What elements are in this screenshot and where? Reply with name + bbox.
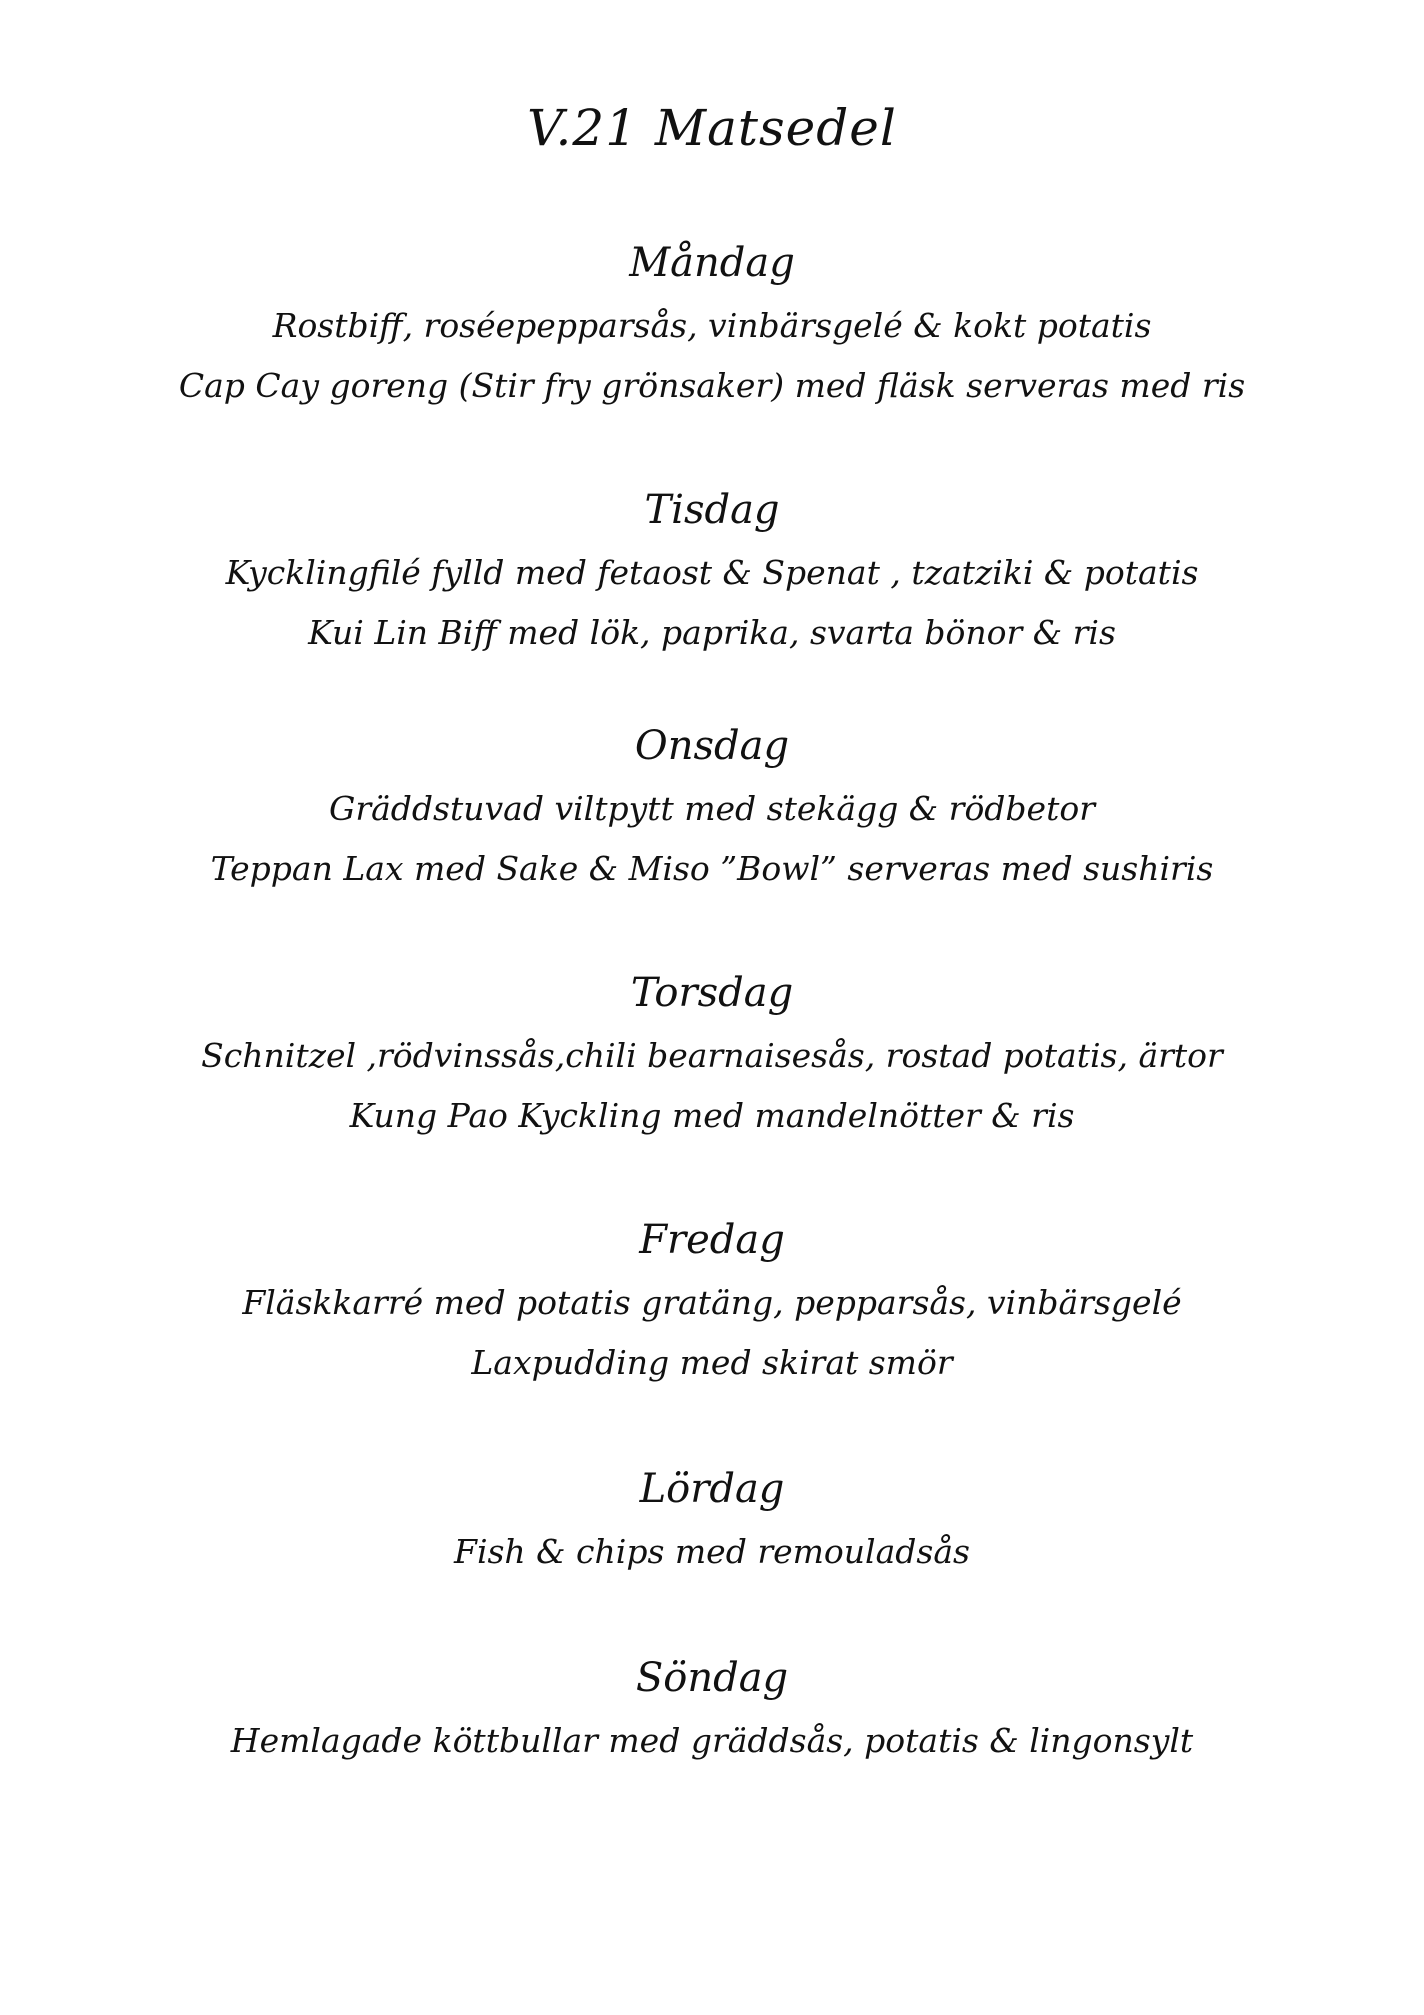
- day-heading: Söndag: [635, 1655, 789, 1701]
- day-section-fredag: [0, 1207, 1424, 1393]
- day-section-torsdag: [0, 960, 1424, 1146]
- day-heading: Fredag: [639, 1217, 785, 1263]
- day-heading: Onsdag: [634, 723, 790, 769]
- dish-line: Teppan Lax med Sake & Miso ”Bowl” serveras med sushiris: [210, 849, 1214, 888]
- day-heading: Lördag: [639, 1466, 785, 1512]
- day-heading: Måndag: [629, 240, 795, 286]
- dish-line: Kui Lin Biff med lök, paprika, svarta bönor & ris: [308, 613, 1116, 652]
- dish-line: Fish & chips med remouladsås: [454, 1532, 970, 1571]
- day-heading: Tisdag: [644, 487, 780, 533]
- dish-line: Fläskkarré med potatis gratäng, pepparsås, vinbärsgelé: [242, 1283, 1182, 1322]
- dish-line: Cap Cay goreng (Stir fry grönsaker) med fläsk serveras med ris: [178, 366, 1246, 405]
- dish-line: Schnitzel ,rödvinssås,chili bearnaisesås, rostad potatis, ärtor: [201, 1036, 1223, 1075]
- day-section-sondag: [0, 1645, 1424, 1771]
- dish-line: Hemlagade köttbullar med gräddsås, potatis & lingonsylt: [230, 1721, 1194, 1760]
- day-section-lordag: [0, 1456, 1424, 1582]
- day-heading: Torsdag: [630, 970, 794, 1016]
- day-section-onsdag: [0, 713, 1424, 899]
- page-title: V.21 Matsedel: [527, 99, 897, 157]
- dish-line: Kung Pao Kyckling med mandelnötter & ris: [349, 1096, 1075, 1135]
- dish-line: Gräddstuvad viltpytt med stekägg & rödbetor: [329, 789, 1095, 828]
- day-section-tisdag: [0, 477, 1424, 663]
- dish-line: Rostbiff, roséepepparsås, vinbärsgelé & kokt potatis: [272, 306, 1152, 345]
- dish-line: Laxpudding med skirat smör: [471, 1343, 953, 1382]
- dish-line: Kycklingfilé fylld med fetaost & Spenat , tzatziki & potatis: [225, 553, 1199, 592]
- day-section-mandag: [0, 230, 1424, 416]
